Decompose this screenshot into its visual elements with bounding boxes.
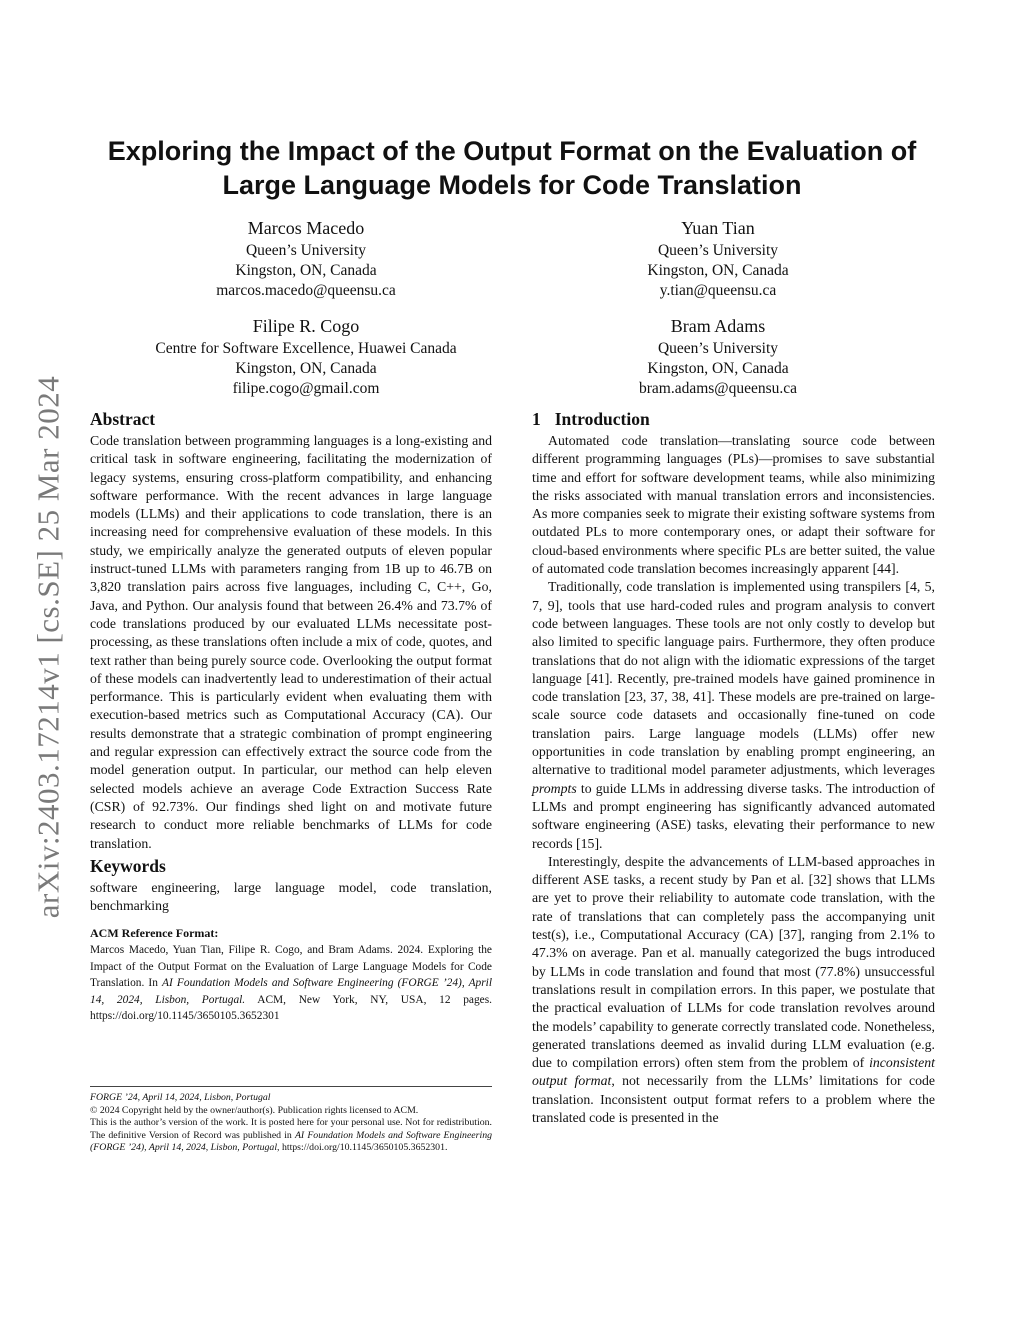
intro-text: to guide LLMs in addressing diverse tasks. The introduction of LLMs and prompt engineering has significantly advanced automated software engineering (ASE) tasks, elevating their performance to new records [15]. xyxy=(532,780,935,851)
title-line: Exploring the Impact of the Output Format on the Evaluation of xyxy=(107,136,917,166)
intro-text: Traditionally, code translation is implemented using transpilers [4, 5, 7, 9], tools that use hard-coded rules and program analysis to convert code between languages. These tools are not only costly to develop but also limited to specific language pairs. Furthermore, they often produce translations that do not align with the idiomatic expressions of the target language [41]. Recently, pre-trained models have gained prominence in code translation [23, 37, 38, 41]. These models are pre-trained on large-scale source code datasets and occasionally fine-tuned on code translation pairs. Large language models (LLMs) offer new opportunities in code translation by enabling prompt engineering, an alternative to traditional model parameter adjustments, which leverages xyxy=(532,579,935,778)
left-column xyxy=(90,406,492,1025)
intro-paragraph-1: Automated code translation—translating source code between different programming languages (PLs)—promises to save substantial time and effort for software development teams, while also minimizing the risks associated with manual translation errors and inconsistencies. As more companies seek to migrate their existing software systems from outdated PLs to more contemporary ones, or adapt their software for cloud-based environments where specific PLs are better suited, the value of automated code translation becomes increasingly apparent [44]. xyxy=(532,433,935,577)
arxiv-id-text: arXiv:2403.17214v1 [cs.SE] 25 Mar 2024 xyxy=(30,375,65,919)
author-name: Yuan Tian xyxy=(681,218,755,238)
footnote-notice-part: , https://doi.org/10.1145/3650105.3652301. xyxy=(277,1142,448,1154)
author-location: Kingston, ON, Canada xyxy=(647,360,789,377)
footnote-notice-venue: AI Foundation Models and Software Engineering (FORGE ’24), April 14, 2024, Lisbon, Portugal xyxy=(90,1129,492,1154)
author-name: Filipe R. Cogo xyxy=(252,316,360,336)
author-affiliation: Queen’s University xyxy=(245,242,367,259)
intro-paragraph-2 xyxy=(532,578,935,852)
arxiv-identifier xyxy=(20,352,76,942)
author-affiliation: Queen’s University xyxy=(657,242,779,259)
author-affiliation: Queen’s University xyxy=(657,340,779,357)
abstract-text: Code translation between programming languages is a long-existing and critical task in software engineering, facilitating the modernization of legacy systems, ensuring cross-platform compatibility, and enhancing software performance. With the recent advances in large language models (LLMs) and their applications to code translation, there is an increasing need for comprehensive evaluation of these models. In this study, we empirically analyze the generated outputs of eleven popular instruct-tuned LLMs with parameters ranging from 1B up to 46.7B on 3,820 translation pairs across five languages, including C, C++, Go, Java, and Python. Our analysis found that between 26.4% and 73.7% of code translations produced by our evaluated LLMs necessitate post-processing, as these translations often include a mix of code, quotes, and text rather than being purely source code. Overlooking the output format of these models can inadvertently lead to underestimation of their actual performance. This is particularly evident when evaluating them with execution-based metrics such as Computational Accuracy (CA). Our results demonstrate that a strategic combination of prompt engineering and regular expression can effectively extract the source code from the model generation output. In particular, our method can help eleven selected models achieve an average Code Extraction Success Rate (CSR) of 92.73%. Our findings shed light on and motivate future research to conduct more reliable benchmarks of LLMs for code translation. xyxy=(90,433,492,851)
copyright-footnote xyxy=(90,1092,492,1155)
title-line: Large Language Models for Code Translation xyxy=(222,170,802,200)
paper-title xyxy=(80,134,944,202)
right-column xyxy=(532,406,935,1127)
author-block xyxy=(528,216,908,301)
intro-text: Interestingly, despite the advancements of LLM-based approaches in different ASE tasks, a recent study by Pan et al. [32] shows that LLMs are yet to prove their reliability to automate code translation, with the rate of translations that can completely pass the accompanying unit test(s), i.e., Computational Accuracy (CA) [37], ranging from 2.1% to 47.3% on average. Pan et al. manually categorized the bugs introduced by LLMs in code translation and found that most (77.8%) unsuccessful translations result in compilation errors. In this paper, we postulate that the practical evaluation of LLMs for code translation revolves around the models’ capability to generate correctly translated code. Nonetheless, generated translations deemed as invalid during LLM evaluation (e.g. due to compilation errors) often stem from the problem of xyxy=(532,853,935,1071)
abstract-heading: Abstract xyxy=(90,409,156,429)
author-email: bram.adams@queensu.ca xyxy=(638,380,798,397)
footnote-notice-part: This is the author’s version of the work. It is posted here for your personal use. Not for redistribution. The definitive Version of Record was published in xyxy=(90,1117,492,1141)
author-name: Marcos Macedo xyxy=(247,218,365,238)
intro-emphasis: prompts xyxy=(532,780,577,796)
intro-paragraph-3 xyxy=(532,853,935,1127)
section-number: 1 xyxy=(532,409,541,429)
footnote-copyright: © 2024 Copyright held by the owner/author(s). Publication rights licensed to ACM. xyxy=(90,1104,419,1116)
intro-text: , not necessarily from the LLMs’ limitations for code translation. Inconsistent output format refers to a problem where the translated code is presented in the xyxy=(532,1073,935,1125)
acm-reference-part: Marcos Macedo, Yuan Tian, Filipe R. Cogo, and Bram Adams. 2024. Exploring the Impact of the Output Format on the Evaluation of Large Language Models for Code Translation. In xyxy=(90,944,492,990)
keywords-text: software engineering, large language model, code translation, benchmarking xyxy=(90,879,492,914)
section-title: Introduction xyxy=(554,409,650,429)
footnote-rule xyxy=(90,1086,492,1087)
author-block xyxy=(528,314,908,399)
acm-reference-heading: ACM Reference Format: xyxy=(90,926,219,941)
introduction-heading xyxy=(532,406,935,432)
intro-emphasis: inconsistent output format xyxy=(532,1055,935,1089)
author-name: Bram Adams xyxy=(670,316,766,336)
footnote-conference: FORGE ’24, April 14, 2024, Lisbon, Portugal xyxy=(90,1092,271,1103)
footnote-notice xyxy=(90,1117,492,1155)
keywords-heading: Keywords xyxy=(90,855,166,876)
author-location: Kingston, ON, Canada xyxy=(647,262,789,279)
author-affiliation: Centre for Software Excellence, Huawei Canada xyxy=(155,340,457,357)
acm-reference-part: ACM, New York, NY, USA, 12 pages. https://doi.org/10.1145/3650105.3652301 xyxy=(90,993,492,1023)
author-email: marcos.macedo@queensu.ca xyxy=(216,282,396,299)
acm-reference-text xyxy=(90,942,492,1025)
author-location: Kingston, ON, Canada xyxy=(235,262,377,279)
acm-reference-venue: AI Foundation Models and Software Engineering (FORGE ’24), April 14, 2024, Lisbon, Portugal. xyxy=(90,977,493,1006)
author-email: y.tian@queensu.ca xyxy=(659,282,777,299)
author-location: Kingston, ON, Canada xyxy=(235,360,377,377)
author-block xyxy=(116,216,496,301)
author-email: filipe.cogo@gmail.com xyxy=(232,380,380,397)
author-block xyxy=(116,314,496,399)
